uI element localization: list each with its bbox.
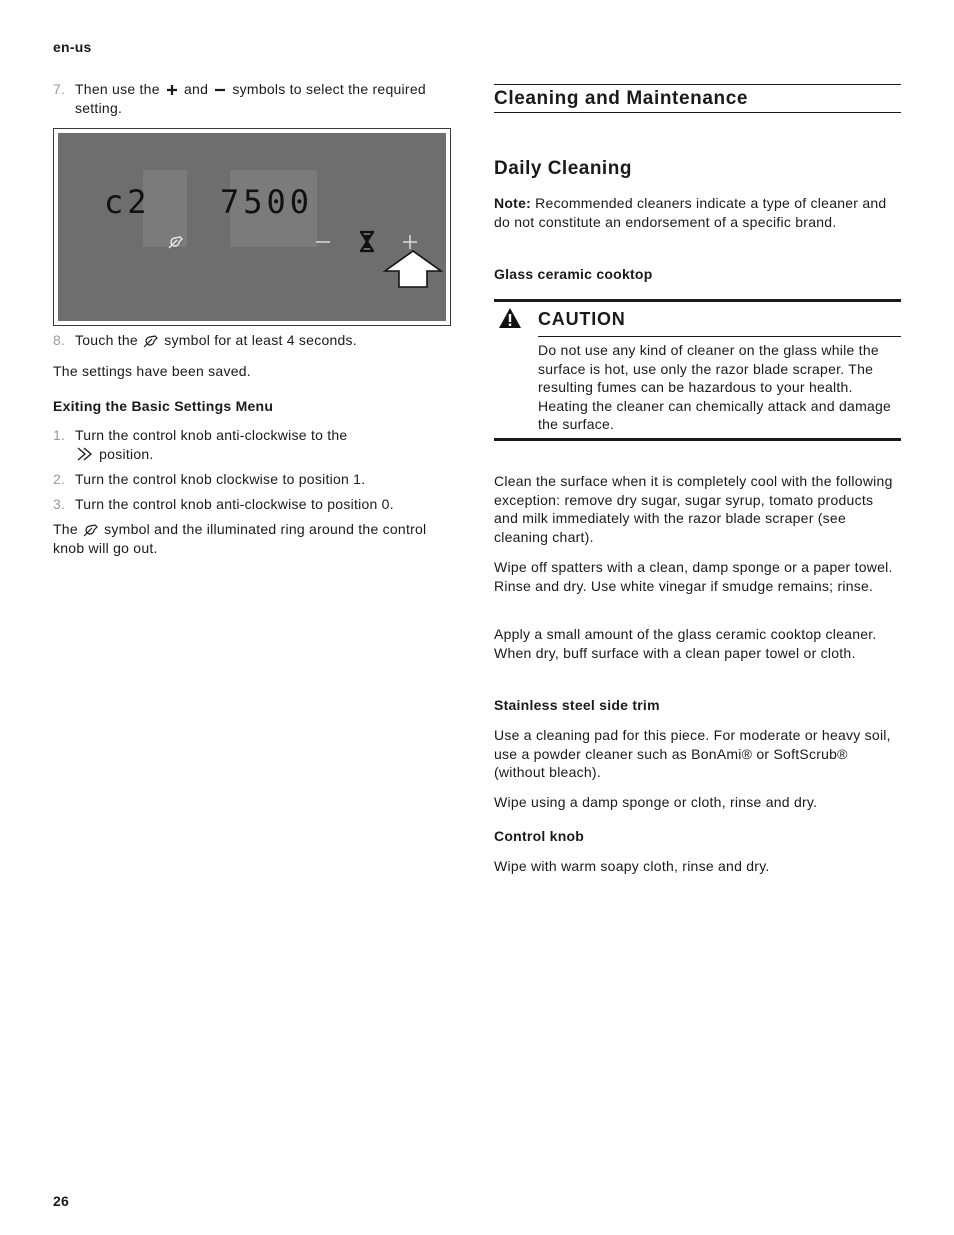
- step-number: 7.: [53, 81, 66, 97]
- minus-icon: [212, 83, 228, 97]
- paragraph-cleaning-pad: Use a cleaning pad for this piece. For moderate or heavy soil, use a powder cleaner such as BonAmi® or SoftScrub® (without bleach).: [494, 727, 891, 780]
- paragraph-spatters: Wipe off spatters with a clean, damp sponge or a paper towel. Rinse and dry. Use white vinegar if smudge remains; rinse.: [494, 559, 893, 594]
- daily-cleaning-title: Daily Cleaning: [494, 158, 632, 179]
- value-display: 7500: [220, 183, 314, 221]
- glass-heading: Glass ceramic cooktop: [494, 266, 653, 282]
- double-chevron-icon: [75, 446, 95, 462]
- caution-box: [494, 299, 901, 441]
- wrench-icon: [142, 332, 160, 348]
- note-paragraph: Note: Recommended cleaners indicate a type of cleaner and do not constitute an endorsement of a specific brand.: [494, 195, 887, 230]
- step-7: 7. Then use the and symbols to select the required setting.: [53, 81, 426, 116]
- paragraph-cool-surface: Clean the surface when it is completely cool with the following exception: remove dry sugar, sugar syrup, tomato products and milk immediately with the razor blade scraper (see cleaning chart).: [494, 473, 893, 545]
- paragraph-damp-sponge: Wipe using a damp sponge or cloth, rinse and dry.: [494, 794, 818, 810]
- section-title: Cleaning and Maintenance: [494, 88, 749, 109]
- plus-icon: [164, 83, 180, 97]
- paragraph-soapy-cloth: Wipe with warm soapy cloth, rinse and dry.: [494, 858, 770, 874]
- code-display: c2: [104, 183, 151, 221]
- note-label: Note:: [494, 195, 532, 211]
- exit-heading: Exiting the Basic Settings Menu: [53, 398, 274, 414]
- page-number: 26: [53, 1193, 70, 1209]
- timer-icon[interactable]: [360, 232, 374, 251]
- exit-step-1: 1. Turn the control knob anti-clockwise to the position.: [53, 427, 348, 462]
- wrench-icon: [82, 521, 100, 537]
- step-number: 2.: [53, 471, 66, 487]
- display-illustration: [54, 129, 450, 325]
- caution-title: CAUTION: [538, 309, 626, 329]
- exit-step-2: 2. Turn the control knob clockwise to position 1.: [53, 471, 366, 487]
- paragraph-cooktop-cleaner: Apply a small amount of the glass ceramic cooktop cleaner. When dry, buff surface with a clean paper towel or cloth.: [494, 626, 877, 661]
- section-heading: [494, 84, 901, 113]
- exit-step-3: 3. Turn the control knob anti-clockwise to position 0.: [53, 496, 394, 512]
- caution-divider: [538, 336, 901, 337]
- caution-text: Do not use any kind of cleaner on the glass while the surface is hot, use only the razor blade scraper. The resulting fumes can be hazardous to your health. Heating the cleaner can chemically attack and damage the surface.: [538, 342, 892, 432]
- step-8: 8. Touch the symbol for at least 4 seconds.: [53, 332, 357, 348]
- control-panel-figure: [53, 128, 451, 326]
- warning-icon: [498, 307, 522, 329]
- locale-label: en-us: [53, 39, 92, 55]
- steel-heading: Stainless steel side trim: [494, 697, 660, 713]
- saved-text: The settings have been saved.: [53, 363, 251, 379]
- knob-heading: Control knob: [494, 828, 585, 844]
- step-number: 8.: [53, 332, 66, 348]
- step-number: 1.: [53, 427, 66, 443]
- plus-control-icon[interactable]: [403, 235, 417, 249]
- pointer-arrow-icon: [385, 251, 441, 287]
- final-text: The symbol and the illuminated ring around the control knob will go out.: [53, 521, 427, 556]
- step-number: 3.: [53, 496, 66, 512]
